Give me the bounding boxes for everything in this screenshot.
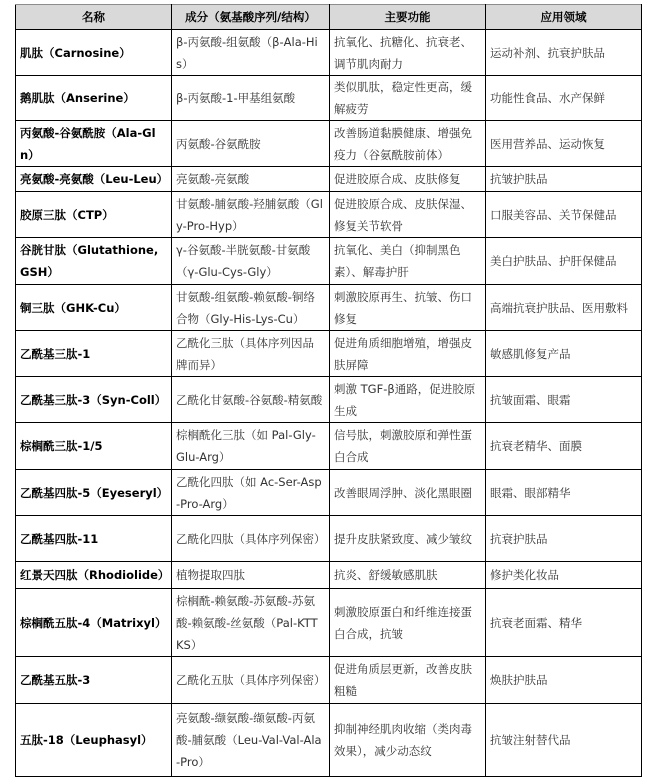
peptide-table (15, 4, 642, 777)
cell-function: 抗氧化、美白（抑制黑色素）、解毒护肝 (330, 238, 486, 285)
cell-application: 抗衰老精华、面膜 (486, 423, 642, 470)
cell-composition: 亮氨酸-缬氨酸-缬氨酸-丙氨酸-脯氨酸（Leu-Val-Val-Ala-Pro） (172, 704, 330, 777)
cell-name: 五肽-18（Leuphasyl） (16, 704, 172, 777)
cell-composition: 棕榈酰-赖氨酸-苏氨酸-苏氨酸-赖氨酸-丝氨酸（Pal-KTTKS） (172, 589, 330, 657)
cell-composition: 亮氨酸-亮氨酸 (172, 167, 330, 192)
table-row (16, 167, 642, 192)
cell-application: 高端抗衰护肤品、医用敷料 (486, 285, 642, 331)
cell-composition: 乙酰化四肽（如 Ac-Ser-Asp-Pro-Arg） (172, 470, 330, 516)
cell-function: 抑制神经肌肉收缩（类肉毒效果），减少动态纹 (330, 704, 486, 777)
cell-function: 促进角质细胞增殖，增强皮肤屏障 (330, 331, 486, 377)
cell-application: 口服美容品、关节保健品 (486, 192, 642, 238)
cell-application: 眼霜、眼部精华 (486, 470, 642, 516)
cell-composition: 丙氨酸-谷氨酰胺 (172, 121, 330, 167)
header-application: 应用领域 (486, 5, 642, 30)
table-row (16, 377, 642, 423)
cell-application: 美白护肤品、护肝保健品 (486, 238, 642, 285)
cell-name: 乙酰基四肽-5（Eyeseryl） (16, 470, 172, 516)
cell-name: 铜三肽（GHK-Cu） (16, 285, 172, 331)
cell-name: 棕榈酰三肽-1/5 (16, 423, 172, 470)
cell-name: 胶原三肽（CTP） (16, 192, 172, 238)
cell-name: 亮氨酸-亮氨酸（Leu-Leu） (16, 167, 172, 192)
cell-function: 刺激胶原再生、抗皱、伤口修复 (330, 285, 486, 331)
cell-composition: 乙酰化甘氨酸-谷氨酸-精氨酸 (172, 377, 330, 423)
cell-application: 抗皱护肤品 (486, 167, 642, 192)
table-row (16, 657, 642, 704)
cell-function: 刺激胶原蛋白和纤维连接蛋白合成，抗皱 (330, 589, 486, 657)
cell-function: 抗氧化、抗糖化、抗衰老、调节肌肉耐力 (330, 30, 486, 76)
cell-function: 类似肌肽，稳定性更高，缓解疲劳 (330, 76, 486, 121)
cell-name: 谷胱甘肽（Glutathione, GSH） (16, 238, 172, 285)
table-row (16, 238, 642, 285)
cell-application: 功能性食品、水产保鲜 (486, 76, 642, 121)
table-row (16, 589, 642, 657)
cell-composition: 甘氨酸-组氨酸-赖氨酸-铜络合物（Gly-His-Lys-Cu） (172, 285, 330, 331)
cell-function: 改善肠道黏膜健康、增强免疫力（谷氨酰胺前体） (330, 121, 486, 167)
cell-application: 医用营养品、运动恢复 (486, 121, 642, 167)
cell-application: 抗衰老面霜、精华 (486, 589, 642, 657)
cell-application: 敏感肌修复产品 (486, 331, 642, 377)
table-row (16, 704, 642, 777)
header-composition: 成分（氨基酸序列/结构） (172, 5, 330, 30)
table-row (16, 285, 642, 331)
table-row (16, 562, 642, 589)
table-row (16, 470, 642, 516)
cell-composition: 乙酰化三肽（具体序列因品牌而异） (172, 331, 330, 377)
cell-application: 焕肤护肤品 (486, 657, 642, 704)
table-body (16, 30, 642, 777)
cell-composition: γ-谷氨酸-半胱氨酸-甘氨酸（γ-Glu-Cys-Gly） (172, 238, 330, 285)
cell-composition: 乙酰化五肽（具体序列保密） (172, 657, 330, 704)
table-row (16, 76, 642, 121)
cell-function: 提升皮肤紧致度、减少皱纹 (330, 516, 486, 562)
table-row (16, 30, 642, 76)
table-row (16, 516, 642, 562)
cell-name: 乙酰基五肽-3 (16, 657, 172, 704)
cell-composition: 棕榈酰化三肽（如 Pal-Gly-Glu-Arg） (172, 423, 330, 470)
cell-function: 抗炎、舒缓敏感肌肤 (330, 562, 486, 589)
table-row (16, 423, 642, 470)
cell-composition: β-丙氨酸-1-甲基组氨酸 (172, 76, 330, 121)
cell-name: 乙酰基四肽-11 (16, 516, 172, 562)
table-header-row (16, 5, 642, 30)
cell-function: 刺激 TGF-β通路，促进胶原生成 (330, 377, 486, 423)
cell-name: 肌肽（Carnosine） (16, 30, 172, 76)
cell-name: 鹅肌肽（Anserine） (16, 76, 172, 121)
cell-application: 抗皱面霜、眼霜 (486, 377, 642, 423)
cell-function: 促进角质层更新，改善皮肤粗糙 (330, 657, 486, 704)
cell-name: 丙氨酸-谷氨酰胺（Ala-Gln） (16, 121, 172, 167)
table-row (16, 121, 642, 167)
cell-name: 乙酰基三肽-3（Syn-Coll） (16, 377, 172, 423)
cell-application: 修护类化妆品 (486, 562, 642, 589)
cell-composition: 甘氨酸-脯氨酸-羟脯氨酸（Gly-Pro-Hyp） (172, 192, 330, 238)
cell-composition: 乙酰化四肽（具体序列保密） (172, 516, 330, 562)
cell-function: 信号肽，刺激胶原和弹性蛋白合成 (330, 423, 486, 470)
cell-application: 运动补剂、抗衰护肤品 (486, 30, 642, 76)
cell-name: 乙酰基三肽-1 (16, 331, 172, 377)
cell-application: 抗衰护肤品 (486, 516, 642, 562)
header-function: 主要功能 (330, 5, 486, 30)
cell-application: 抗皱注射替代品 (486, 704, 642, 777)
cell-name: 红景天四肽（Rhodiolide） (16, 562, 172, 589)
cell-name: 棕榈酰五肽-4（Matrixyl） (16, 589, 172, 657)
cell-composition: β-丙氨酸-组氨酸（β-Ala-His） (172, 30, 330, 76)
cell-function: 促进胶原合成、皮肤保湿、修复关节软骨 (330, 192, 486, 238)
cell-composition: 植物提取四肽 (172, 562, 330, 589)
header-name: 名称 (16, 5, 172, 30)
table-row (16, 192, 642, 238)
table-row (16, 331, 642, 377)
cell-function: 促进胶原合成、皮肤修复 (330, 167, 486, 192)
cell-function: 改善眼周浮肿、淡化黑眼圈 (330, 470, 486, 516)
